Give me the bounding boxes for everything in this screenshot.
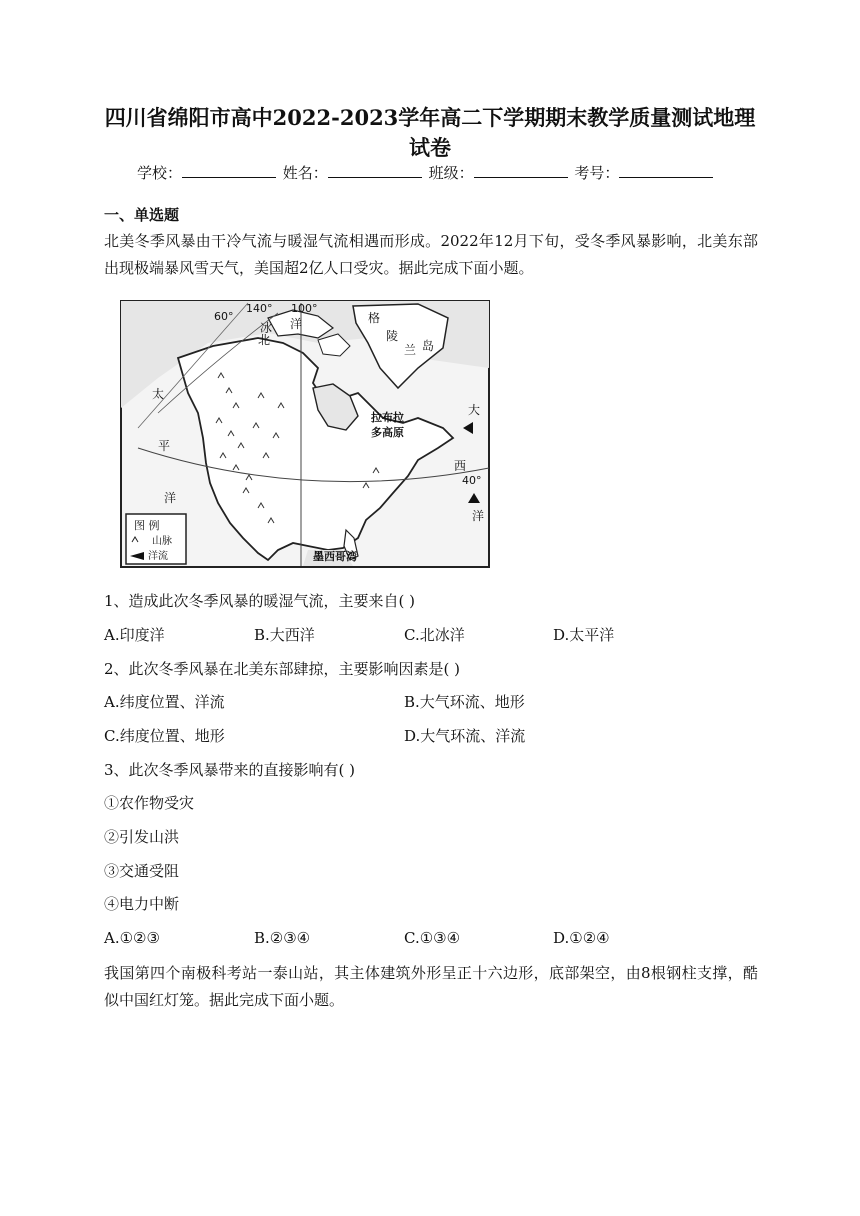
q1-option-b[interactable]: B.大西洋 xyxy=(254,626,315,644)
legend-current-label: 洋流 xyxy=(148,551,168,562)
name-blank[interactable] xyxy=(328,163,422,178)
q2-option-c[interactable]: C.纬度位置、地形 xyxy=(104,727,225,745)
q3-option-a[interactable]: A.①②③ xyxy=(104,929,160,947)
q3-item-3: ③交通受阻 xyxy=(104,862,180,880)
passage-1: 北美冬季风暴由干冷气流与暖湿气流相遇而形成。2022年12月下旬，受冬季风暴影响，北美东部出现极端暴风雪天气，美国超2亿人口受灾。据此完成下面小题。 xyxy=(104,232,758,277)
label-60-deg: 60° xyxy=(214,310,234,323)
label-greenland-1: 格 xyxy=(368,311,381,325)
label-40-deg: 40° xyxy=(462,474,482,487)
label-bing: 冰 xyxy=(260,321,273,335)
label-atlantic-1: 大 xyxy=(468,403,481,417)
class-blank[interactable] xyxy=(474,163,568,178)
q2-option-a[interactable]: A.纬度位置、洋流 xyxy=(104,693,225,711)
exam-title-line2: 试卷 xyxy=(409,135,451,160)
label-greenland-3: 兰 xyxy=(404,343,417,357)
label-greenland-4: 岛 xyxy=(422,339,435,353)
q3-option-b[interactable]: B.②③④ xyxy=(254,929,311,947)
student-info-row xyxy=(137,162,715,184)
label-140-deg: 140° xyxy=(246,302,273,315)
id-blank[interactable] xyxy=(619,163,713,178)
legend-title: 图 例 xyxy=(134,519,160,532)
label-pacific-1: 太 xyxy=(152,387,165,401)
legend-mountain-label: 山脉 xyxy=(152,536,172,547)
label-labrador-2: 多高原 xyxy=(371,426,404,439)
id-label: 考号： xyxy=(574,164,620,182)
q3-stem: 3、此次冬季风暴带来的直接影响有( ) xyxy=(104,761,356,779)
q1-option-c[interactable]: C.北冰洋 xyxy=(404,626,465,644)
class-label: 班级： xyxy=(428,164,474,182)
label-atlantic-3: 洋 xyxy=(472,509,485,523)
name-label: 姓名： xyxy=(282,164,328,182)
label-pacific-2: 平 xyxy=(158,439,171,453)
north-america-map xyxy=(118,298,494,570)
exam-title-line1: 四川省绵阳市高中2022-2023学年高二下学期期末教学质量测试地理 xyxy=(104,105,756,130)
label-greenland-2: 陵 xyxy=(386,329,399,343)
q3-option-c[interactable]: C.①③④ xyxy=(404,929,461,947)
label-100-deg: 100° xyxy=(291,302,318,315)
map-svg xyxy=(118,298,494,570)
section-heading: 一、单选题 xyxy=(104,206,180,224)
label-atlantic-2: 西 xyxy=(454,459,467,473)
label-yang-arctic: 洋 xyxy=(290,317,303,331)
q2-option-b[interactable]: B.大气环流、地形 xyxy=(404,693,525,711)
school-blank[interactable] xyxy=(182,163,276,178)
q2-option-d[interactable]: D.大气环流、洋流 xyxy=(404,727,526,745)
q3-item-1: ①农作物受灾 xyxy=(104,794,195,812)
label-bei: 北 xyxy=(258,333,271,347)
passage-2: 我国第四个南极科考站一泰山站，其主体建筑外形呈正十六边形，底部架空，由8根钢柱支撑，酷似中国红灯笼。据此完成下面小题。 xyxy=(104,964,758,1009)
q1-stem: 1、造成此次冬季风暴的暖湿气流，主要来自( ) xyxy=(104,592,416,610)
q3-item-4: ④电力中断 xyxy=(104,895,180,913)
q1-option-a[interactable]: A.印度洋 xyxy=(104,626,165,644)
label-pacific-3: 洋 xyxy=(164,491,177,505)
q2-stem: 2、此次冬季风暴在北美东部肆掠，主要影响因素是( ) xyxy=(104,660,461,678)
q1-option-d[interactable]: D.太平洋 xyxy=(553,626,615,644)
label-labrador-1: 拉布拉 xyxy=(371,411,404,424)
label-gulf-of-mexico: 墨西哥湾 xyxy=(313,550,357,563)
q3-item-2: ②引发山洪 xyxy=(104,828,180,846)
q3-option-d[interactable]: D.①②④ xyxy=(553,929,610,947)
school-label: 学校： xyxy=(137,164,183,182)
